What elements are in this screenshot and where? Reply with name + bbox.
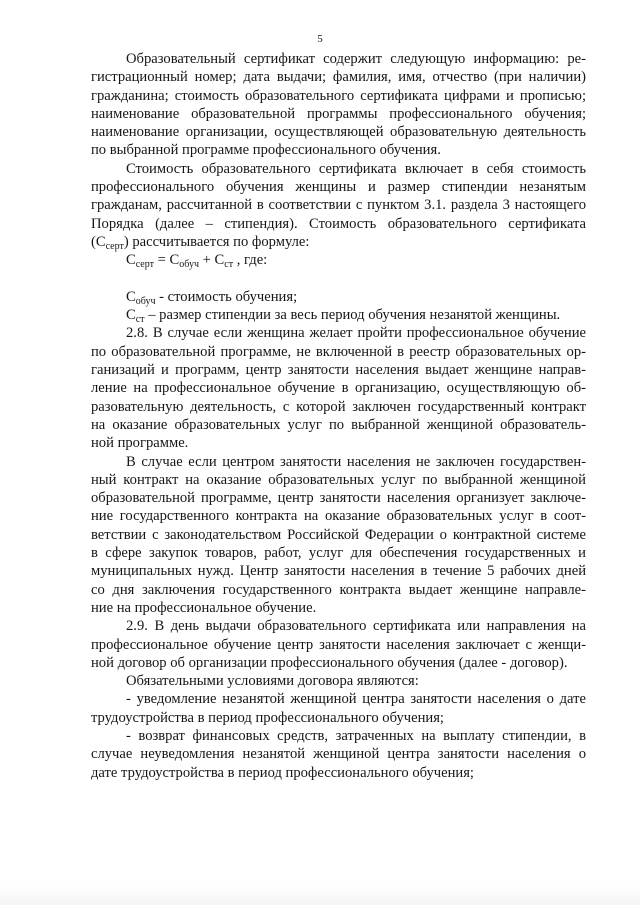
text-line: образовательной программе, центр занятости населения организует заключе- — [91, 490, 586, 507]
paragraph-2-8 — [91, 324, 586, 452]
text-line: Порядка (далее – стипендия). Стоимость образовательного сертификата — [91, 215, 586, 232]
text-line: Обязательными условиями договора являются: — [126, 673, 419, 690]
text-line: гражданина; стоимость образовательного сертификата цифрами и прописью; — [91, 87, 586, 104]
text-line: 2.9. В день выдачи образовательного сертификата или направления на — [126, 618, 586, 635]
text-line: ние на профессиональное обучение. — [91, 599, 317, 616]
text-line: ние государственного контракта на оказание образовательных услуг в соот- — [91, 508, 586, 525]
paragraph-certificate-cost — [91, 160, 586, 251]
text-line: $(С_{серт})$ рассчитывается по формуле: — [91, 233, 310, 252]
text-line: со дня заключения государственного контракта выдает женщине направле- — [91, 581, 586, 598]
text-line: В случае если центром занятости населения не заключен государствен- — [126, 453, 586, 470]
text-line: муниципальных нужд. Центр занятости населения в течение 5 рабочих дней — [91, 563, 586, 580]
document-body — [91, 50, 586, 782]
text-line: случае неуведомления незанятой женщиной центра занятости населения о — [91, 746, 586, 763]
paragraph-mandatory-conditions — [91, 672, 586, 690]
text-line: ление на профессиональное обучение в организацию, осуществляющую об- — [91, 380, 586, 397]
text-line: Образовательный сертификат содержит следующую информацию: ре- — [126, 51, 586, 67]
text-line: гистрационный номер; дата выдачи; фамилия, имя, отчество (при наличии) — [91, 69, 586, 86]
text-line: ный контракт на оказание образовательных услуг по выбранной женщиной — [91, 471, 586, 488]
paragraph-state-contract — [91, 453, 586, 618]
text-line: наименование образовательной программы профессионального обучения; — [91, 105, 586, 122]
page-number: 5 — [317, 33, 323, 45]
cost-formula: $С_{серт} = С_{обуч} + С_{ст}$ , где: — [126, 252, 268, 271]
text-line: гражданам, рассчитанной в соответствии с пунктом 3.1. раздела 3 настоящего — [91, 197, 586, 214]
text-line: ганизаций и программ, центр занятости населения выдает женщине направ- — [91, 362, 586, 379]
text-line: трудоустройства в период профессионального обучения; — [91, 709, 444, 726]
text-line: в сфере закупок товаров, работ, услуг для обеспечения государственных и — [91, 545, 586, 562]
text-line: профессиональное обучение центр занятости населения заключает с женщи- — [91, 636, 586, 653]
scan-edge-shadow — [0, 885, 640, 905]
text-line: Стоимость образовательного сертификата включает в себя стоимость — [126, 160, 586, 177]
paragraph-certificate-contents — [91, 50, 586, 160]
paragraph-2-9 — [91, 617, 586, 672]
list-item-refund — [91, 727, 586, 782]
text-line: по выбранной программе профессионального обучения. — [91, 142, 441, 159]
text-line: по образовательной программе, не включенной в реестр образовательных ор- — [91, 343, 586, 360]
text-line: ной программе. — [91, 435, 189, 452]
text-line: на оказание образовательных услуг по выбранной женщиной образователь- — [91, 416, 586, 433]
text-line: профессионального обучения женщины и размер стипендии незанятым — [91, 179, 586, 196]
text-line: ной договор об организации профессионального обучения (далее - договор). — [91, 654, 568, 671]
definition-stipend: $С_{ст}$ – размер стипендии за весь период обучения незанятой женщины. — [126, 307, 561, 326]
text-line: наименование организации, осуществляющей образовательную деятельность — [91, 124, 586, 141]
definition-training-cost: $С_{обуч}$ - стоимость обучения; — [126, 288, 298, 307]
list-item-notification — [91, 690, 586, 727]
text-line: - уведомление незанятой женщиной центра занятости населения о дате — [126, 691, 586, 708]
text-line: - возврат финансовых средств, затраченных на выплату стипендии, в — [126, 727, 586, 744]
text-line: 2.8. В случае если женщина желает пройти профессиональное обучение — [126, 325, 586, 342]
text-line: ветствии с законодательством Российской Федерации о контрактной системе — [91, 526, 586, 543]
spacer — [91, 270, 586, 288]
text-line: разовательную деятельность, с которой заключен государственный контракт — [91, 398, 586, 415]
text-line: дате трудоустройства в период профессионального обучения; — [91, 764, 474, 781]
